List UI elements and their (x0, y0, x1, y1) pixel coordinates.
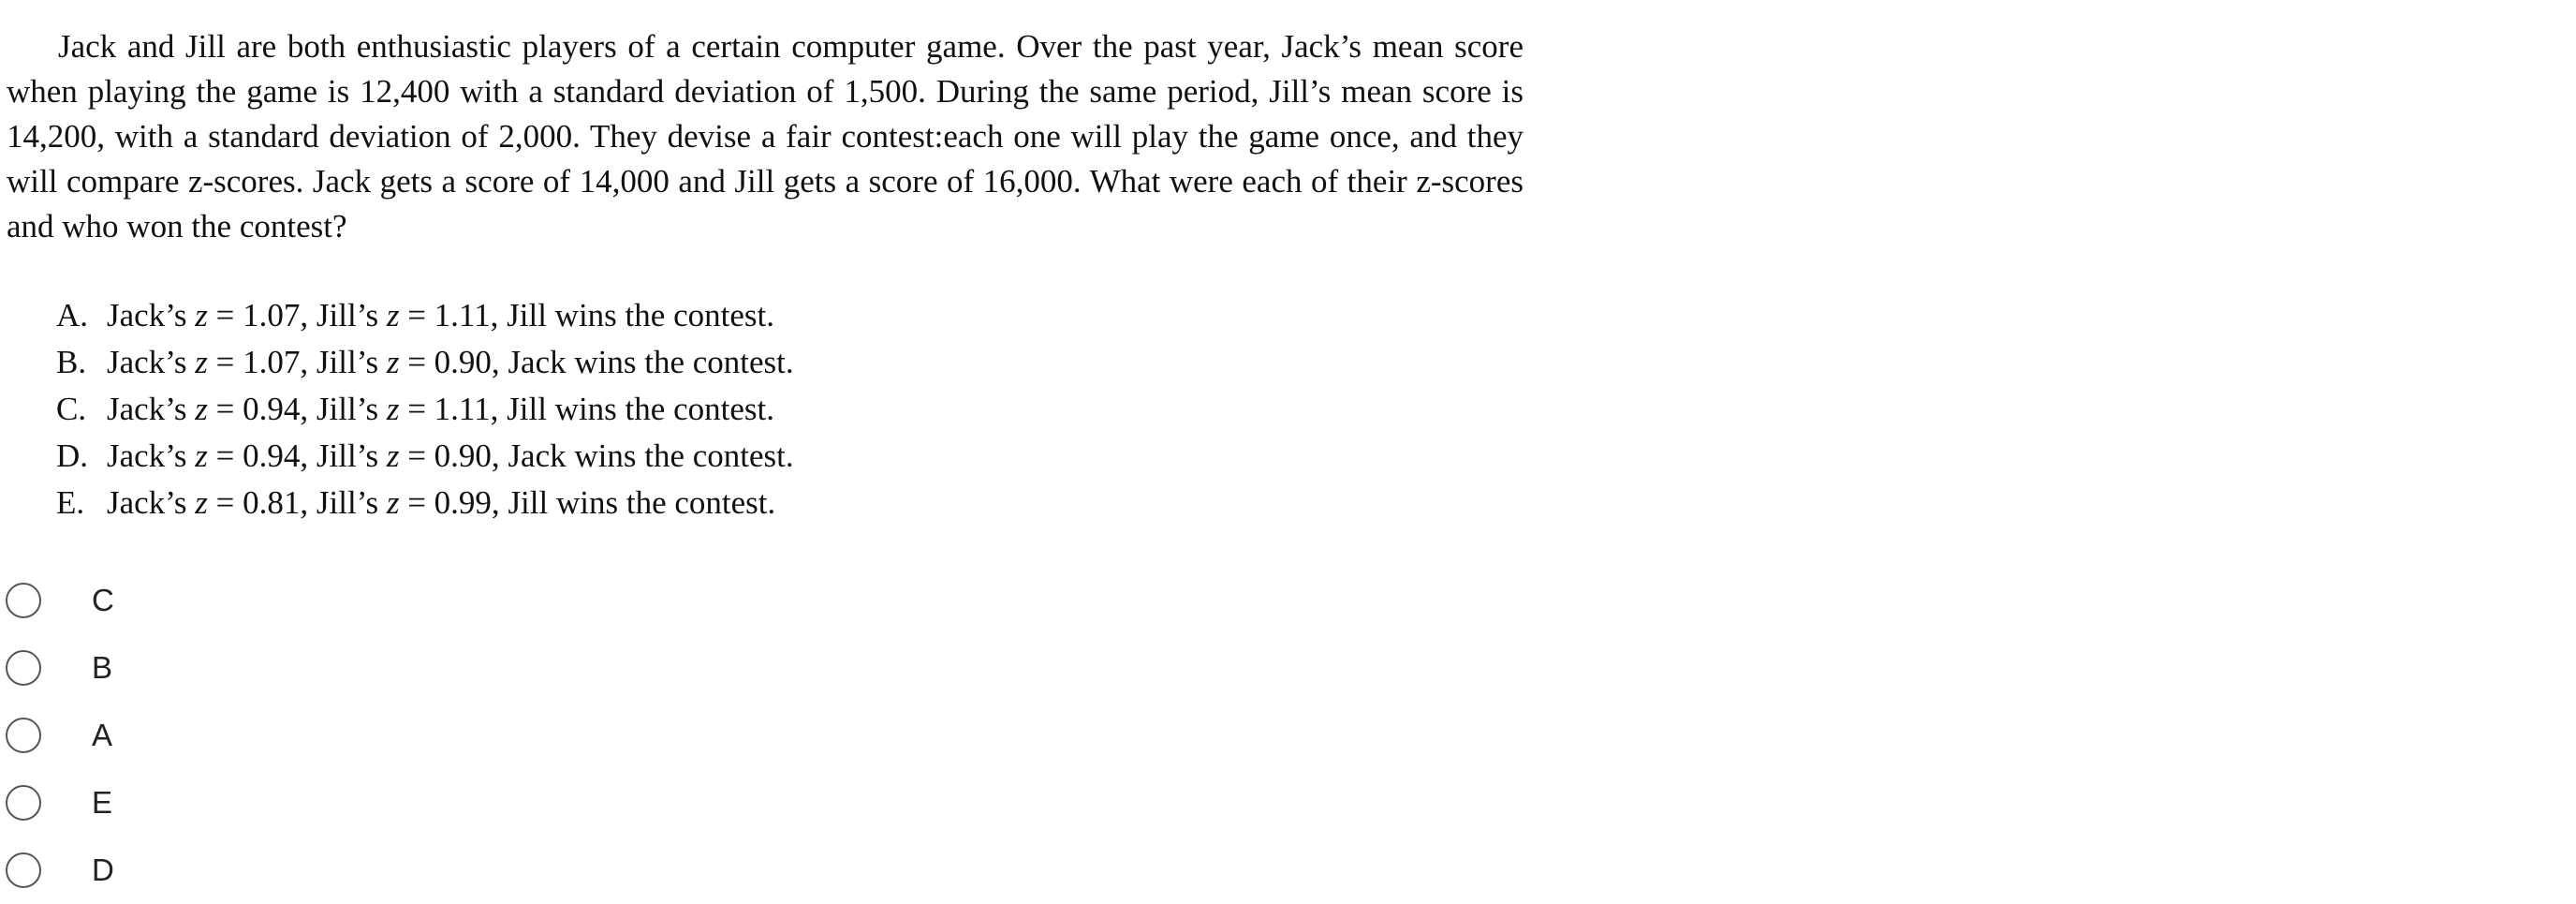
choice-jack-value: = 0.94, (207, 437, 316, 474)
z-symbol: z (195, 297, 208, 333)
answer-label[interactable]: A (92, 718, 113, 752)
radio-button[interactable] (6, 785, 41, 821)
z-symbol: z (386, 297, 400, 333)
choice-jack-value: = 1.07, (207, 297, 316, 333)
choice-d (56, 433, 794, 480)
z-symbol: z (386, 437, 400, 474)
answer-option-b[interactable] (6, 634, 114, 702)
choice-e (56, 480, 794, 526)
choice-jack-value: = 0.94, (207, 391, 316, 427)
radio-button[interactable] (6, 583, 41, 618)
choice-outcome: Jill wins the contest. (507, 391, 774, 427)
choice-a (56, 292, 794, 339)
choice-jack-label: Jack’s (107, 437, 196, 474)
z-symbol: z (195, 437, 208, 474)
answer-option-d[interactable] (6, 837, 114, 904)
choice-jill-label: Jill’s (316, 391, 387, 427)
choice-letter: E. (56, 484, 85, 521)
choice-outcome: Jill wins the contest. (507, 297, 774, 333)
z-symbol: z (195, 484, 208, 521)
choice-outcome: Jack wins the contest. (508, 437, 794, 474)
choice-letter: A. (56, 297, 89, 333)
choice-jill-value: = 0.90, (399, 437, 508, 474)
choice-c (56, 386, 794, 433)
choice-jack-label: Jack’s (107, 391, 196, 427)
choice-jill-label: Jill’s (316, 484, 387, 521)
answer-option-e[interactable] (6, 769, 114, 837)
z-symbol: z (386, 344, 400, 380)
answer-options (6, 567, 114, 904)
answer-option-c[interactable] (6, 567, 114, 634)
answer-label[interactable]: E (92, 785, 113, 820)
choice-jill-value: = 1.11, (399, 391, 508, 427)
choice-jill-value: = 1.11, (399, 297, 508, 333)
choice-b (56, 339, 794, 386)
choice-jack-value: = 1.07, (207, 344, 316, 380)
choice-list (56, 292, 794, 526)
choice-letter: B. (56, 344, 87, 380)
choice-jack-label: Jack’s (107, 297, 196, 333)
z-symbol: z (386, 484, 400, 521)
choice-jack-label: Jack’s (107, 484, 196, 521)
choice-jill-value: = 0.90, (399, 344, 508, 380)
answer-option-a[interactable] (6, 702, 114, 769)
answer-label[interactable]: D (92, 852, 114, 887)
choice-jack-label: Jack’s (107, 344, 196, 380)
choice-outcome: Jack wins the contest. (508, 344, 794, 380)
choice-letter: D. (56, 437, 89, 474)
z-symbol: z (195, 344, 208, 380)
radio-button[interactable] (6, 852, 41, 888)
answer-label[interactable]: C (92, 583, 114, 617)
question-text: Jack and Jill are both enthusiastic players of a certain computer game. Over the past year, Jack’s mean score when playing the game is 12,400 with a standard deviation of 1,500. During the same period, Jill’s mean score is 14,200, with a standard deviation of 2,000. They devise a fair contest:each one will play the game once, and they will compare z-scores. Jack gets a score of 14,000 and Jill gets a score of 16,000. What were each of their z-scores and who won the contest? (7, 28, 1524, 245)
radio-button[interactable] (6, 650, 41, 686)
answer-label[interactable]: B (92, 650, 113, 685)
choice-outcome: Jill wins the contest. (508, 484, 776, 521)
choice-letter: C. (56, 391, 87, 427)
z-symbol: z (386, 391, 400, 427)
choice-jill-label: Jill’s (316, 297, 387, 333)
choice-jill-label: Jill’s (316, 437, 387, 474)
radio-button[interactable] (6, 718, 41, 753)
choice-jill-value: = 0.99, (399, 484, 508, 521)
z-symbol: z (195, 391, 208, 427)
choice-jill-label: Jill’s (316, 344, 387, 380)
choice-jack-value: = 0.81, (207, 484, 316, 521)
